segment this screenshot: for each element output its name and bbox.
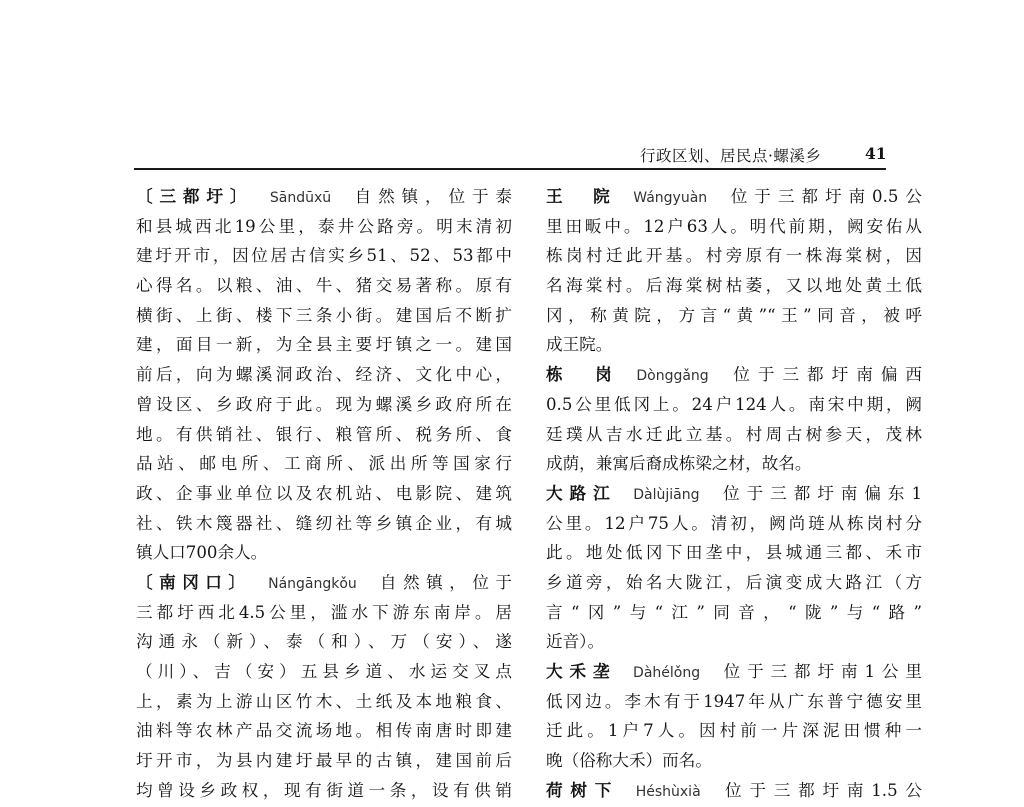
- line-text: 镇人口700余人。: [136, 543, 268, 563]
- text-line: [546, 330, 922, 360]
- line-text: 里田畈中。12户63人。明代前期，阙安佑从: [546, 216, 922, 236]
- entry-pinyin: Héshùxià: [635, 783, 701, 800]
- entry-pinyin: Nángāngkǒu: [268, 575, 357, 592]
- page-number: 41: [865, 144, 887, 163]
- line-text: 位于三都圩南偏西: [725, 365, 923, 385]
- line-text: 成王院。: [546, 335, 613, 355]
- text-line: [136, 330, 512, 360]
- text-line: [136, 776, 512, 806]
- entry-pinyin: Dàhélǒng: [633, 665, 701, 681]
- text-line: [546, 598, 922, 628]
- line-text: 前后，向为螺溪洞政治、经济、文化中心，: [136, 365, 512, 385]
- line-text: 三都圩西北4.5公里，滥水下游东南岸。居: [136, 602, 512, 622]
- line-text: 成荫，兼寓后裔成栋梁之材，故名。: [546, 454, 812, 474]
- entry-heading-line: [546, 360, 922, 390]
- text-line: [546, 301, 922, 331]
- text-line: [136, 479, 512, 509]
- line-text: 曾设区、乡政府于此。现为螺溪乡政府所在: [136, 394, 512, 414]
- entry-headword: 〔三都圩〕: [136, 187, 254, 206]
- entry-heading-line: [546, 182, 922, 212]
- entry-pinyin: Dàlùjiāng: [633, 486, 700, 503]
- entry-pinyin: Dònggǎng: [636, 368, 709, 385]
- text-line: [136, 390, 512, 420]
- line-text: 位于三都圩南1.5公: [717, 780, 923, 800]
- running-header: 行政区划、居民点·螺溪乡: [640, 147, 822, 165]
- line-text: （川）、吉（安）五县乡道、水运交叉点: [136, 662, 512, 681]
- text-line: [136, 271, 512, 301]
- line-text: 自然镇，位于: [373, 572, 513, 592]
- text-line: [546, 687, 922, 717]
- entry-headword: 〔南冈口〕: [136, 572, 252, 592]
- line-text: 建，面目一新，为全县主要圩镇之一。建国: [136, 335, 512, 355]
- text-line: [136, 509, 512, 539]
- line-text: 乡道旁，始名大陇江，后演变成大路江（方: [546, 572, 922, 592]
- text-line: [546, 746, 922, 776]
- entry-headword: 大路江: [546, 483, 617, 503]
- line-text: 廷璞从吉水迁此立基。村周古树参天，茂林: [546, 424, 922, 444]
- left-column: [136, 182, 512, 805]
- line-text: 均曾设乡政权，现有街道一条，设有供销: [136, 780, 512, 800]
- text-line: [546, 449, 922, 479]
- line-text: 低冈边。李木有于1947年从广东普宁德安里: [546, 691, 922, 711]
- line-text: 心得名。以粮、油、牛、猪交易著称。原有: [136, 276, 512, 296]
- entry-pinyin: Sāndūxū: [269, 190, 332, 206]
- line-text: 迁此。1户7人。因村前一片深泥田惯种一: [546, 721, 922, 741]
- text-line: [136, 360, 512, 390]
- line-text: 圩开市，为县内建圩最早的古镇，建国前后: [136, 751, 512, 771]
- entry-pinyin: Wángyuàn: [633, 190, 708, 206]
- text-line: [136, 301, 512, 331]
- text-line: [546, 538, 922, 568]
- text-line: [546, 390, 922, 420]
- line-text: 0.5公里低冈上。24户124人。南宋中期，阙: [546, 394, 922, 414]
- entry-heading-line: [136, 182, 512, 212]
- line-text: 政、企事业单位以及农机站、电影院、建筑: [136, 483, 512, 503]
- text-line: [136, 212, 512, 242]
- text-line: [136, 627, 512, 657]
- text-line: [546, 627, 922, 657]
- text-line: [546, 568, 922, 598]
- line-text: 自然镇，位于泰: [347, 187, 513, 206]
- line-text: 和县城西北19公里，泰井公路旁。明末清初: [136, 216, 512, 236]
- text-line: [136, 716, 512, 746]
- line-text: 品站、邮电所、工商所、派出所等国家行: [136, 454, 512, 474]
- entry-heading-line: [546, 776, 922, 806]
- line-text: 横街、上街、楼下三条小街。建国后不断扩: [136, 305, 512, 325]
- text-line: [546, 241, 922, 271]
- entry-headword: 栋 岗: [546, 365, 620, 385]
- line-text: 近音）。: [546, 632, 605, 652]
- text-line: [546, 716, 922, 746]
- header-rule: [134, 168, 886, 170]
- text-line: [136, 746, 512, 776]
- line-text: 冈，称黄院，方言“黄”“王”同音，被呼: [546, 305, 922, 325]
- text-line: [136, 538, 512, 568]
- text-line: [136, 241, 512, 271]
- line-text: 栋岗村迁此开基。村旁原有一株海棠树，因: [546, 246, 922, 266]
- line-text: 名海棠村。后海棠树枯萎，又以地处黄土低: [546, 276, 922, 296]
- right-column: [546, 182, 922, 805]
- line-text: 言“冈”与“江”同音，“陇”与“路”: [546, 602, 922, 622]
- text-line: [546, 420, 922, 450]
- line-text: 社、铁木篾器社、缝纫社等乡镇企业，有城: [136, 513, 512, 533]
- entry-heading-line: [546, 479, 922, 509]
- text-line: [136, 449, 512, 479]
- entry-heading-line: [136, 568, 512, 598]
- line-text: 上，素为上游山区竹木、土纸及本地粮食、: [136, 691, 512, 711]
- line-text: 公里。12户75人。清初，阙尚琏从栋岗村分: [546, 513, 922, 533]
- line-text: 位于三都圩南偏东1: [716, 483, 923, 503]
- text-line: [136, 687, 512, 717]
- line-text: 晚（俗称大禾）而名。: [546, 751, 712, 771]
- text-line: [136, 598, 512, 628]
- text-line: [546, 212, 922, 242]
- line-text: 位于三都圩南1公里: [716, 662, 923, 681]
- entry-headword: 荷树下: [546, 780, 620, 800]
- line-text: 地。有供销社、银行、粮管所、税务所、食: [136, 424, 512, 444]
- line-text: 建圩开市，因位居古信实乡51、52、53都中: [136, 246, 512, 266]
- text-line: [546, 271, 922, 301]
- entry-heading-line: [546, 657, 922, 687]
- entry-headword: 王 院: [546, 187, 617, 206]
- entry-headword: 大禾垄: [546, 662, 617, 681]
- text-line: [546, 509, 922, 539]
- line-text: 此。地处低冈下田垄中，县城通三都、禾市: [546, 543, 922, 563]
- line-text: 沟通永（新）、泰（和）、万（安）、遂: [136, 632, 512, 652]
- line-text: 油料等农林产品交流场地。相传南唐时即建: [136, 721, 512, 741]
- line-text: 位于三都圩南0.5公: [723, 187, 923, 206]
- text-line: [136, 657, 512, 687]
- text-line: [136, 420, 512, 450]
